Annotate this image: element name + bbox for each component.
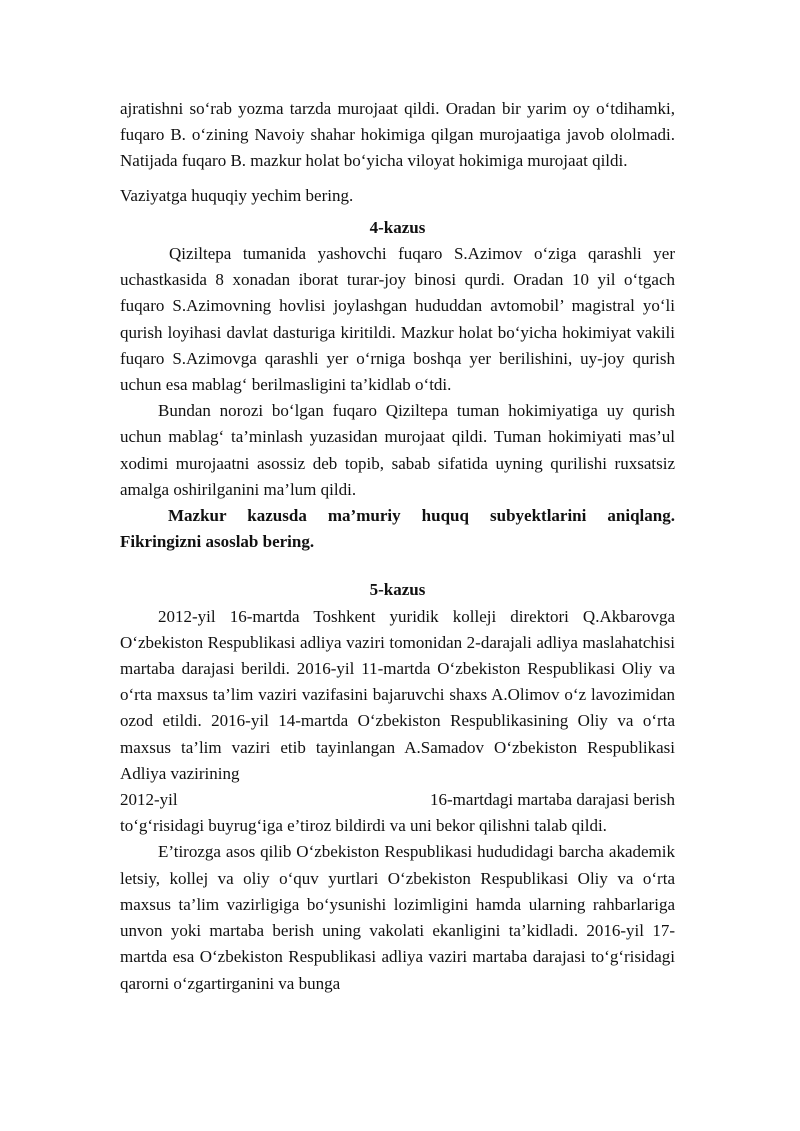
paragraph-intro: ajratishni so‘rab yozma tarzda murojaat qildi. Oradan bir yarim oy o‘tdihamki, fuqaro B. o‘zining Navoiy shahar hokimiga qilgan murojaatiga javob ololmadi. Natijada fuqaro B. mazkur holat bo‘yicha viloyat hokimiga murojaat qildi. [120, 99, 675, 171]
paragraph-case-5-1-end: to‘g‘risidagi buyrug‘iga e’tiroz bildirdi va uni bekor qilishni talab qildi. [120, 816, 607, 836]
paragraph-case-4-1: Qiziltepa tumanida yashovchi fuqaro S.Azimov o‘ziga qarashli yer uchastkasida 8 xonadan iborat turar-joy binosi qurdi. Oradan 10 yil o‘tgach fuqaro S.Azimovning hovlisi joylashgan hududdan avtomobil’ magistral yo‘li qurish loyihasi davlat dasturiga kiritildi. Mazkur holat bo‘yicha hokimiyat vakili fuqaro S.Azimovga qarashli yer o‘rniga boshqa yer berilishini, uy-joy qurish uchun esa mablag‘ berilmasligini ta’kidlab o‘tdi. [120, 244, 675, 395]
heading-case-4: 4-kazus [369, 217, 426, 237]
split-line-left: 2012-yil [120, 790, 178, 810]
split-line-right: 16-martdagi martaba darajasi berish [430, 790, 675, 810]
paragraph-case-4-2: Bundan norozi bo‘lgan fuqaro Qiziltepa tuman hokimiyatiga uy qurish uchun mablag‘ ta’minlash yuzasidan murojaat qildi. Tuman hokimiyati mas’ul xodimi murojaatni asossiz deb topib, sabab sifatida uyning qurilishi ruxsatsiz amalga oshirilganini ma’lum qildi. [120, 401, 675, 499]
document-body [120, 96, 675, 997]
paragraph-task-3: Vaziyatga huquqiy yechim bering. [120, 185, 354, 205]
heading-case-5: 5-kazus [369, 580, 426, 600]
paragraph-case-5-1: 2012-yil 16-martda Toshkent yuridik kolleji direktori Q.Akbarovga O‘zbekiston Respublikasi adliya vaziri tomonidan 2-darajali adliya maslahatchisi martaba darajasi berildi. 2016-yil 11-martda O‘zbekiston Respublikasi Oliy va o‘rta maxsus ta’lim vaziri vazifasini bajaruvchi shaxs A.Olimov o‘z lavozimidan ozod etildi. 2016-yil 14-martda O‘zbekiston Respublikasining Oliy va o‘rta maxsus ta’lim vaziri etib tayinlangan A.Samadov O‘zbekiston Respublikasi Adliya vazirining [120, 606, 675, 783]
paragraph-case-5-2: E’tirozga asos qilib O‘zbekiston Respublikasi hududidagi barcha akademik letsiy, kollej va oliy o‘quv yurtlari O‘zbekiston Respublikasi Oliy va o‘rta maxsus ta’lim vazirligiga bo‘ysunishi lozimligini hamda ularning rahbarlariga unvon yoki martaba berish uning vakolati ekanligini ta’kidladi. 2016-yil 17-martda esa O‘zbekiston Respublikasi adliya vaziri martaba darajasi to‘g‘risidagi qarorni o‘zgartirganini va bunga [120, 842, 675, 993]
paragraph-case-5-1-split-line [120, 787, 675, 813]
paragraph-case-4-task: Mazkur kazusda ma’muriy huquq subyektlarini aniqlang. Fikringizni asoslab bering. [120, 506, 675, 552]
